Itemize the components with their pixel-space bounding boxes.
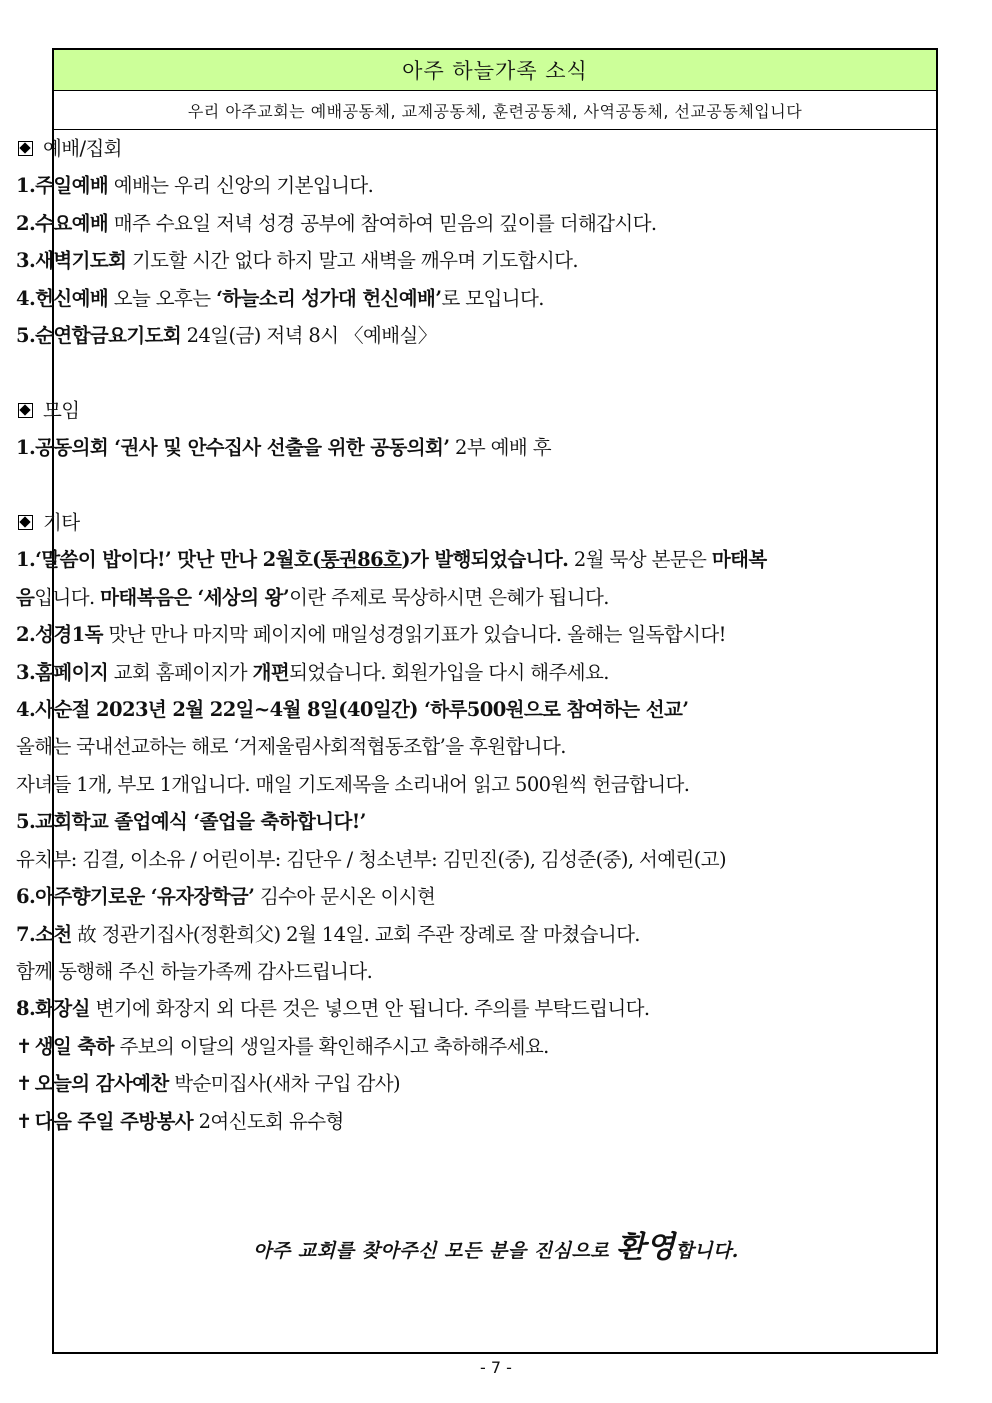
list-item: 함께 동행해 주신 하늘가족께 감사드립니다. [16, 959, 373, 983]
list-item: 음입니다. 마태복음은 ‘세상의 왕’이란 주제로 묵상하시면 은혜가 됩니다. [16, 585, 609, 609]
page-number: - 7 - [480, 1358, 512, 1377]
list-item: 4.사순절 2023년 2월 22일~4월 8일(40일간) ‘하루500원으로 참여하는 선교’ [16, 698, 689, 722]
list-item: 자녀들 1개, 부모 1개입니다. 매일 기도제목을 소리내어 읽고 500원씩 헌금합니다. [16, 772, 690, 796]
page-title: 아주 하늘가족 소식 [54, 50, 936, 91]
page-subtitle: 우리 아주교회는 예배공동체, 교제공동체, 훈련공동체, 사역공동체, 선교공동체입니다 [54, 91, 936, 130]
diamond-bullet-icon [18, 515, 33, 530]
list-item: 4.헌신예배 오늘 오후는 ‘하늘소리 성가대 헌신예배’로 모입니다. [16, 286, 544, 310]
list-item: 7.소천 故 정관기집사(정환희父) 2월 14일. 교회 주관 장례로 잘 마쳤습니다. [16, 922, 640, 946]
list-item: 유치부: 김결, 이소유 / 어린이부: 김단우 / 청소년부: 김민진(중), 김성준(중), 서예린(고) [16, 847, 727, 871]
list-item: ✝ 오늘의 감사예찬 박순미집사(새차 구입 감사) [16, 1072, 401, 1096]
section-heading-worship: 예배/집회 [16, 130, 876, 167]
list-item: ✝ 다음 주일 주방봉사 2여신도회 유수형 [16, 1109, 344, 1133]
bulletin-content [16, 130, 876, 1140]
diamond-bullet-icon [18, 141, 33, 156]
list-item: 1.주일예배 예배는 우리 신앙의 기본입니다. [16, 174, 374, 198]
list-item: 6.아주향기로운 ‘유자장학금’ 김수아 문시온 이시현 [16, 885, 436, 909]
cross-icon: ✝ [16, 1034, 32, 1058]
list-item: 1.‘말씀이 밥이다!’ 맛난 만나 2월호(통권86호)가 발행되었습니다. 2월 묵상 본문은 마태복 [16, 548, 767, 572]
list-item: 3.홈페이지 교회 홈페이지가 개편되었습니다. 회원가입을 다시 해주세요. [16, 660, 609, 684]
list-item: 3.새벽기도회 기도할 시간 없다 하지 말고 새벽을 깨우며 기도합시다. [16, 249, 578, 273]
diamond-bullet-icon [18, 403, 33, 418]
section-heading-meeting: 모임 [16, 392, 876, 429]
list-item: 올해는 국내선교하는 해로 ‘거제울림사회적협동조합’을 후원합니다. [16, 735, 566, 759]
cross-icon: ✝ [16, 1072, 32, 1096]
list-item: 2.성경1독 맛난 만나 마지막 페이지에 매일성경읽기표가 있습니다. 올해는 일독합시다! [16, 623, 726, 647]
list-item: 2.수요예배 매주 수요일 저녁 성경 공부에 참여하여 믿음의 깊이를 더해갑시다. [16, 211, 657, 235]
welcome-message: 아주 교회를 찾아주신 모든 분을 진심으로 환영합니다. [253, 1230, 739, 1265]
cross-icon: ✝ [16, 1109, 32, 1133]
list-item: 1.공동의회 ‘권사 및 안수집사 선출을 위한 공동의회’ 2부 예배 후 [16, 436, 551, 460]
list-item: ✝ 생일 축하 주보의 이달의 생일자를 확인해주시고 축하해주세요. [16, 1034, 549, 1058]
list-item: 5.교회학교 졸업예식 ‘졸업을 축하합니다!’ [16, 810, 366, 834]
list-item: 5.순연합금요기도회 24일(금) 저녁 8시 〈예배실〉 [16, 324, 437, 348]
section-heading-etc: 기타 [16, 504, 876, 541]
list-item: 8.화장실 변기에 화장지 외 다른 것은 넣으면 안 됩니다. 주의를 부탁드립니다. [16, 997, 650, 1021]
